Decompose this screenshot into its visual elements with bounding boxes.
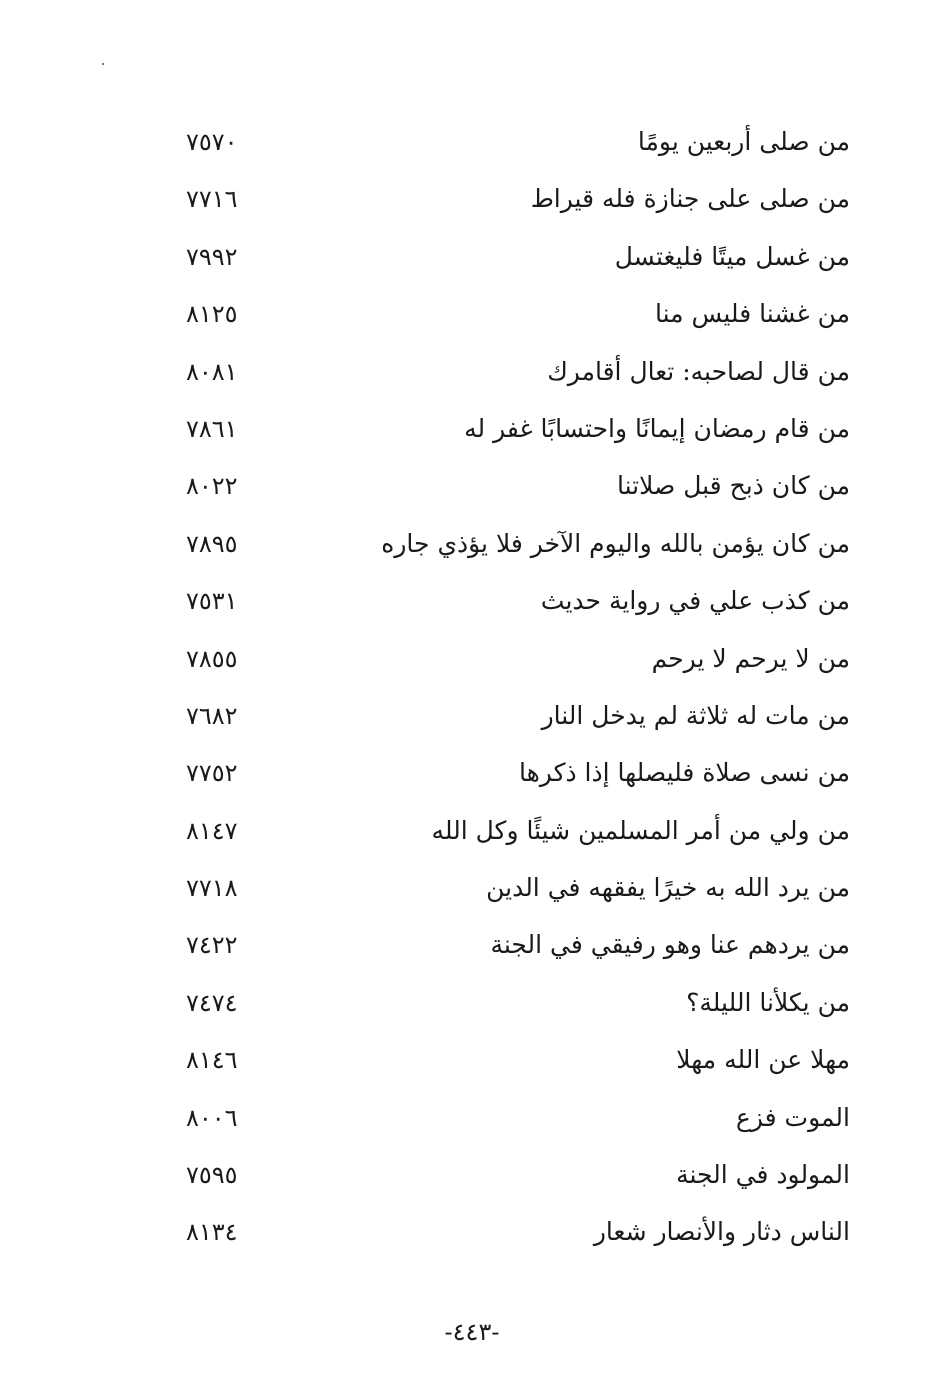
index-number: ٨١٣٤ bbox=[186, 1218, 238, 1247]
index-phrase: من غسل ميتًا فليغتسل bbox=[614, 241, 850, 271]
page-number: -٤٤٣- bbox=[444, 1318, 500, 1346]
index-phrase: من كذب علي في رواية حديث bbox=[540, 586, 850, 616]
index-number: ٧٧١٨ bbox=[186, 874, 238, 903]
index-number: ٧٧٥٢ bbox=[186, 759, 238, 788]
index-number: ٧٧١٦ bbox=[186, 185, 238, 214]
index-row bbox=[150, 288, 850, 345]
index-number: ٧٦٨٢ bbox=[186, 701, 238, 730]
index-phrase: من غشنا فليس منا bbox=[655, 299, 850, 329]
index-row bbox=[150, 919, 850, 976]
index-phrase: من قال لصاحبه: تعال أقامرك bbox=[547, 356, 850, 386]
index-number: ٨١٢٥ bbox=[186, 300, 238, 329]
index-phrase: من قام رمضان إيمانًا واحتسابًا غفر له bbox=[464, 413, 850, 443]
index-phrase: مهلا عن الله مهلا bbox=[676, 1045, 850, 1075]
index-phrase: من صلى أربعين يومًا bbox=[637, 127, 850, 156]
index-number: ٧٥٩٥ bbox=[186, 1161, 238, 1190]
index-phrase: المولود في الجنة bbox=[676, 1160, 850, 1190]
index-row bbox=[150, 403, 850, 460]
index-row bbox=[150, 690, 850, 747]
index-row bbox=[150, 575, 850, 632]
index-number: ٧٨٦١ bbox=[186, 414, 238, 443]
index-number: ٨١٤٦ bbox=[186, 1046, 238, 1075]
index-number: ٨٠٨١ bbox=[186, 357, 238, 386]
index-phrase: من مات له ثلاثة لم يدخل النار bbox=[541, 700, 850, 730]
index-number: ٧٥٧٠ bbox=[186, 128, 238, 156]
index-phrase: من كان ذبح قبل صلاتنا bbox=[616, 471, 850, 501]
index-row bbox=[150, 805, 850, 862]
index-phrase: من صلى على جنازة فله قيراط bbox=[530, 184, 850, 214]
index-number: ٧٤٢٢ bbox=[186, 931, 238, 960]
hadith-index-list bbox=[150, 116, 850, 1264]
index-number: ٨١٤٧ bbox=[186, 816, 238, 845]
index-row bbox=[150, 747, 850, 804]
index-phrase: من يردهم عنا وهو رفيقي في الجنة bbox=[490, 930, 850, 960]
index-row bbox=[150, 518, 850, 575]
index-number: ٧٨٥٥ bbox=[186, 644, 238, 673]
index-phrase: من ولي من أمر المسلمين شيئًا وكل الله bbox=[431, 815, 850, 845]
index-row bbox=[150, 1206, 850, 1263]
index-row bbox=[150, 173, 850, 230]
index-row bbox=[150, 1149, 850, 1206]
index-number: ٧٥٣١ bbox=[186, 587, 238, 616]
index-number: ٧٩٩٢ bbox=[186, 242, 238, 271]
index-phrase: من كان يؤمن بالله واليوم الآخر فلا يؤذي جاره bbox=[381, 528, 850, 558]
index-row bbox=[150, 1034, 850, 1091]
index-row bbox=[150, 231, 850, 288]
index-row bbox=[150, 977, 850, 1034]
index-number: ٧٤٧٤ bbox=[186, 988, 238, 1017]
index-row bbox=[150, 1092, 850, 1149]
index-row bbox=[150, 346, 850, 403]
index-phrase: من يرد الله به خيرًا يفقهه في الدين bbox=[486, 873, 850, 903]
index-row bbox=[150, 862, 850, 919]
index-phrase: الناس دثار والأنصار شعار bbox=[593, 1217, 850, 1247]
index-phrase: من يكلأنا الليلة؟ bbox=[686, 987, 850, 1017]
index-row bbox=[150, 460, 850, 517]
index-row bbox=[150, 633, 850, 690]
index-number: ٧٨٩٥ bbox=[186, 529, 238, 558]
index-row bbox=[150, 116, 850, 173]
index-number: ٨٠٠٦ bbox=[186, 1103, 238, 1132]
index-number: ٨٠٢٢ bbox=[186, 472, 238, 501]
index-phrase: من لا يرحم لا يرحم bbox=[651, 643, 850, 673]
index-phrase: الموت فزع bbox=[735, 1102, 850, 1132]
scan-speck bbox=[102, 63, 104, 65]
index-phrase: من نسى صلاة فليصلها إذا ذكرها bbox=[518, 758, 850, 788]
